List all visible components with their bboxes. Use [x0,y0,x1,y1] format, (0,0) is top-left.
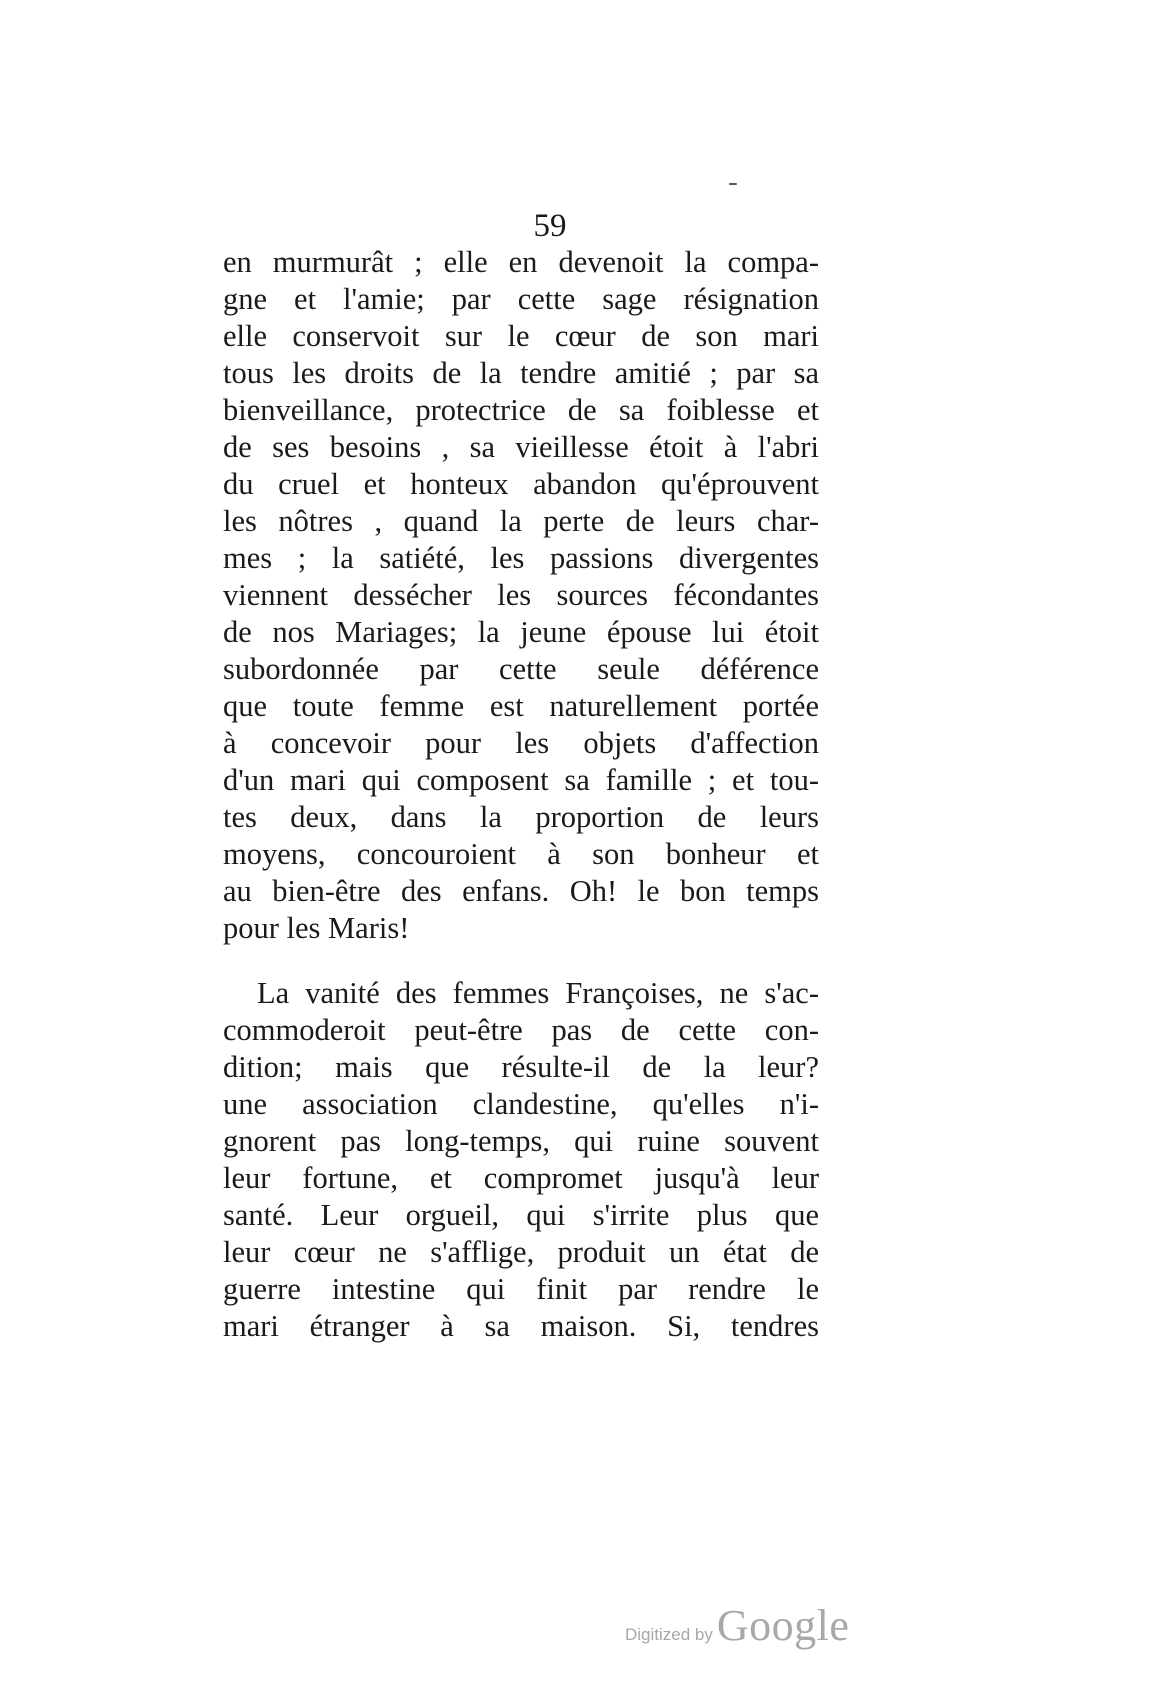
text-line: les nôtres , quand la perte de leurs char- [223,504,819,538]
text-line: à concevoir pour les objets d'affection [223,726,819,760]
text-line: pour les Maris! [223,911,410,945]
text-line: gnorent pas long-temps, qui ruine souvent [223,1124,819,1158]
text-line: au bien-être des enfans. Oh! le bon temps [223,874,819,908]
paragraph-1 [223,244,819,947]
google-logo: Google [716,1601,850,1650]
text-line: leur fortune, et compromet jusqu'à leur [223,1161,819,1195]
text-line: dition; mais que résulte-il de la leur? [223,1050,819,1084]
text-line: mari étranger à sa maison. Si, tendres [223,1309,819,1343]
text-line: La vanité des femmes Françoises, ne s'ac- [257,976,819,1010]
text-line: santé. Leur orgueil, qui s'irrite plus que [223,1198,819,1232]
text-line: une association clandestine, qu'elles n'i- [223,1087,819,1121]
text-line: moyens, concouroient à son bonheur et [223,837,819,871]
text-line: commoderoit peut-être pas de cette con- [223,1013,819,1047]
paper-speck [729,183,737,185]
paragraph-2 [223,975,819,1345]
text-line: que toute femme est naturellement portée [223,689,819,723]
text-line: elle conservoit sur le cœur de son mari [223,319,819,353]
text-line: viennent dessécher les sources fécondantes [223,578,819,612]
text-line: de ses besoins , sa vieillesse étoit à l'abri [223,430,819,464]
text-line: tes deux, dans la proportion de leurs [223,800,819,834]
text-line: d'un mari qui composent sa famille ; et tou- [223,763,819,797]
text-line: du cruel et honteux abandon qu'éprouvent [223,467,819,501]
text-line: gne et l'amie; par cette sage résignation [223,282,819,316]
text-line: mes ; la satiété, les passions divergentes [223,541,819,575]
text-line: guerre intestine qui finit par rendre le [223,1272,819,1306]
text-line: subordonnée par cette seule déférence [223,652,819,686]
text-line: en murmurât ; elle en devenoit la compa- [223,245,819,279]
text-line: de nos Mariages; la jeune épouse lui étoit [223,615,819,649]
text-line: leur cœur ne s'afflige, produit un état de [223,1235,819,1269]
text-line: tous les droits de la tendre amitié ; par sa [223,356,819,390]
digitized-by-label: Digitized by [625,1625,713,1644]
digitized-by-google-watermark [625,1600,855,1656]
page-number: 59 [533,208,567,244]
text-line: bienveillance, protectrice de sa foiblesse et [223,393,819,427]
